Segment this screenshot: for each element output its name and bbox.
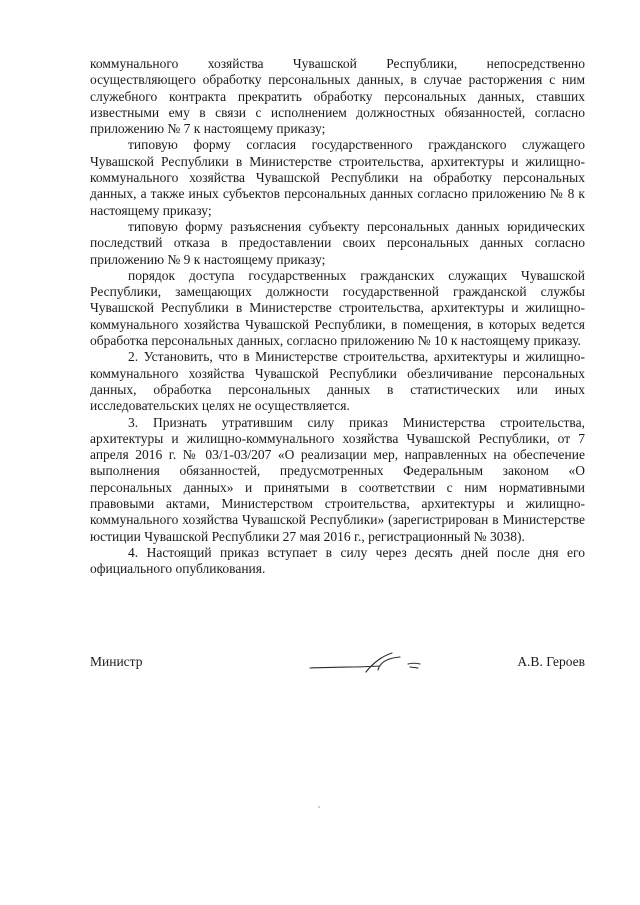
paragraph-appendix-10: порядок доступа государственных гражданских служащих Чувашской Республики, замещающих должности государственной гражданской службы Чувашской Республики в Министерстве строительства, архитектуры и жилищно-коммунального хозяйства Чувашской Республики, в помещения, в которых ведется обработка персональных данных, согласно приложению № 10 к настоящему приказу. [90, 267, 585, 349]
signatory-name: А.В. Героев [517, 654, 585, 669]
signatory-title: Министр [90, 654, 143, 669]
paragraph-appendix-7: коммунального хозяйства Чувашской Республики, непосредственно осуществляющего обработку персональных данных, в случае расторжения с ним служебного контракта прекратить обработку персональных данных, ставших известными ему в связи с исполнением должностных обязанностей, согласно приложению № 7 к настоящему приказу; [90, 56, 585, 137]
paragraph-item-3: 3. Признать утратившим силу приказ Министерства строительства, архитектуры и жилищно-коммунального хозяйства Чувашской Республики, от 7 апреля 2016 г. № 03/1-03/207 «О реализации мер, направленных на обеспечение выполнения обязанностей, предусмотренных Федеральным законом «О персональных данных» и принятыми в соответствии с ним нормативными правовыми актами, Министерством строительства, архитектуры и жилищно-коммунального хозяйства Чувашской Республики» (зарегистрирован в Министерстве юстиции Чувашской Республики 27 мая 2016 г., регистрационный № 3038). [90, 414, 585, 544]
handwritten-signature [308, 648, 428, 678]
document-body [90, 56, 585, 578]
paragraph-item-2: 2. Установить, что в Министерстве строительства, архитектуры и жилищно-коммунального хозяйства Чувашской Республики обезличивание персональных данных, обработка персональных данных в статистических или иных исследовательских целях не осуществляется. [90, 349, 585, 414]
paragraph-item-4: 4. Настоящий приказ вступает в силу через десять дней после дня его официального опубликования. [90, 544, 585, 577]
scan-speck [318, 806, 320, 808]
signature-block [90, 648, 585, 678]
paragraph-appendix-9: типовую форму разъяснения субъекту персональных данных юридических последствий отказа в предоставлении своих персональных данных согласно приложению № 9 к настоящему приказу; [90, 218, 585, 267]
paragraph-appendix-8: типовую форму согласия государственного гражданского служащего Чувашской Республики в Министерстве строительства, архитектуры и жилищно-коммунального хозяйства Чувашской Республики на обработку персональных данных, а также иных субъектов персональных данных согласно приложению № 8 к настоящему приказу; [90, 137, 585, 218]
